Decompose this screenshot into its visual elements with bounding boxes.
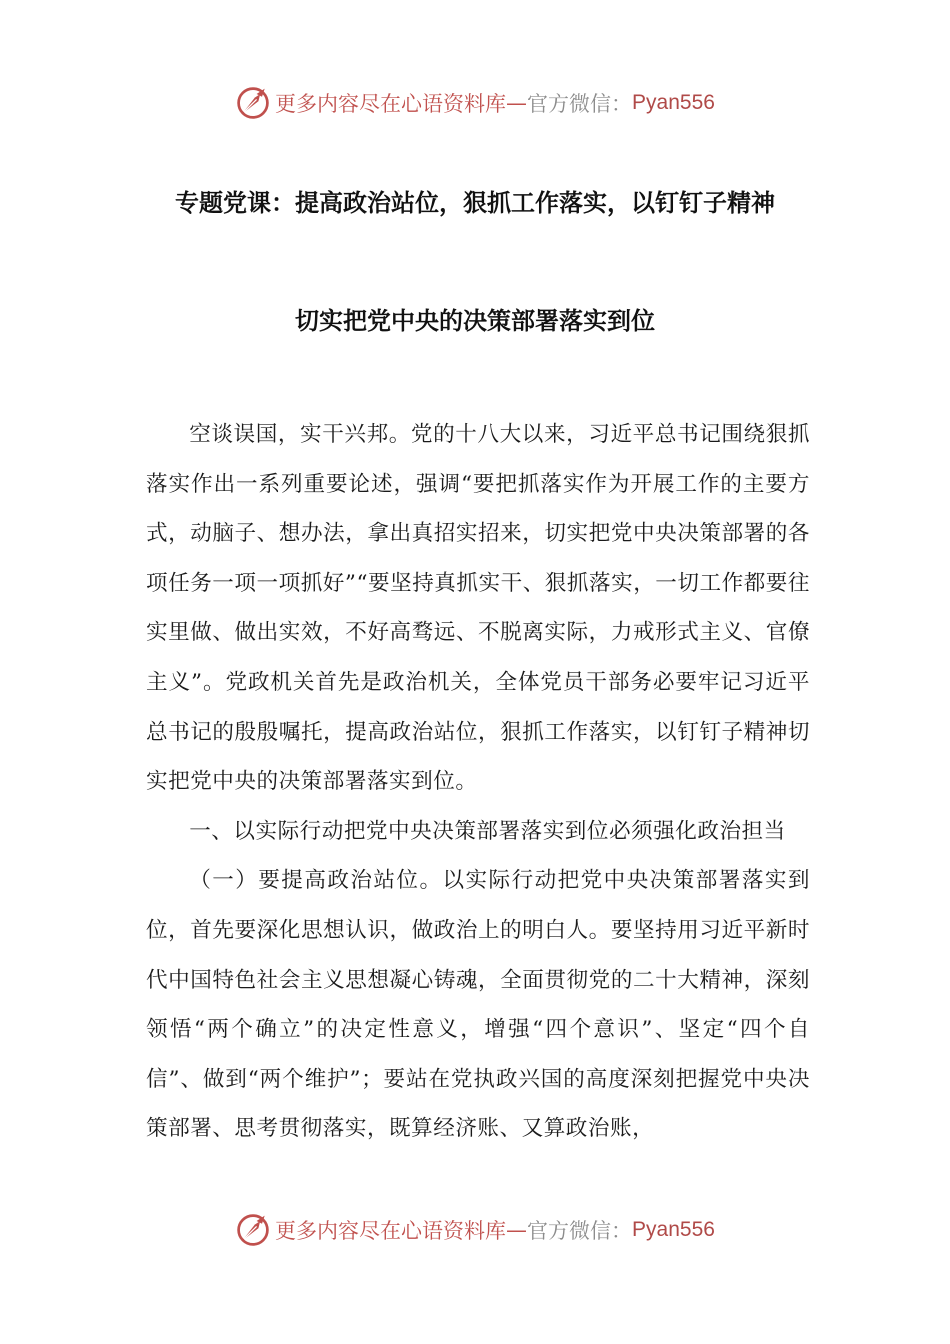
- pen-nib-logo-icon: [235, 1212, 271, 1248]
- watermark-promo: 更多内容尽在心语资料库: [275, 92, 507, 116]
- watermark-separator: —: [506, 1218, 528, 1242]
- paragraph-subsection-1: （一）要提高政治站位。以实际行动把党中央决策部署落实到位，首先要深化思想认识，做政治上的明白人。要坚持用习近平新时代中国特色社会主义思想凝心铸魂，全面贯彻党的二十大精神，深刻领悟“两个确立”的决定性意义，增强“四个意识”、坚定“四个自信”、做到“两个维护”；要站在党执政兴国的高度深刻把握党中央决策部署、思考贯彻落实，既算经济账、又算政治账，: [146, 868, 810, 1142]
- section-heading-1: 一、以实际行动把党中央决策部署落实到位必须强化政治担当: [189, 818, 786, 844]
- document-body: [146, 410, 810, 1154]
- watermark-label: 官方微信：: [527, 1219, 633, 1243]
- watermark-separator: —: [506, 91, 528, 115]
- watermark-label: 官方微信：: [527, 92, 633, 116]
- watermark-promo: 更多内容尽在心语资料库: [275, 1219, 507, 1243]
- watermark-banner-top: [0, 83, 950, 123]
- document-title-line2: 切实把党中央的决策部署落实到位: [295, 307, 655, 335]
- watermark-wechat-id: Pyan556: [632, 1218, 715, 1241]
- watermark-banner-bottom: [0, 1210, 950, 1250]
- watermark-wechat-id: Pyan556: [632, 91, 715, 114]
- document-title-line1: 专题党课：提高政治站位，狠抓工作落实，以钉钉子精神: [175, 189, 775, 217]
- paragraph-intro: 空谈误国，实干兴邦。党的十八大以来，习近平总书记围绕狠抓落实作出一系列重要论述，强调“要把抓落实作为开展工作的主要方式，动脑子、想办法，拿出真招实招来，切实把党中央决策部署的各项任务一项一项抓好”“要坚持真抓实干、狠抓落实，一切工作都要往实里做、做出实效，不好高骛远、不脱离实际，力戒形式主义、官僚主义”。党政机关首先是政治机关，全体党员干部务必要牢记习近平总书记的殷殷嘱托，提高政治站位，狠抓工作落实，以钉钉子精神切实把党中央的决策部署落实到位。: [146, 422, 810, 795]
- pen-nib-logo-icon: [235, 85, 271, 121]
